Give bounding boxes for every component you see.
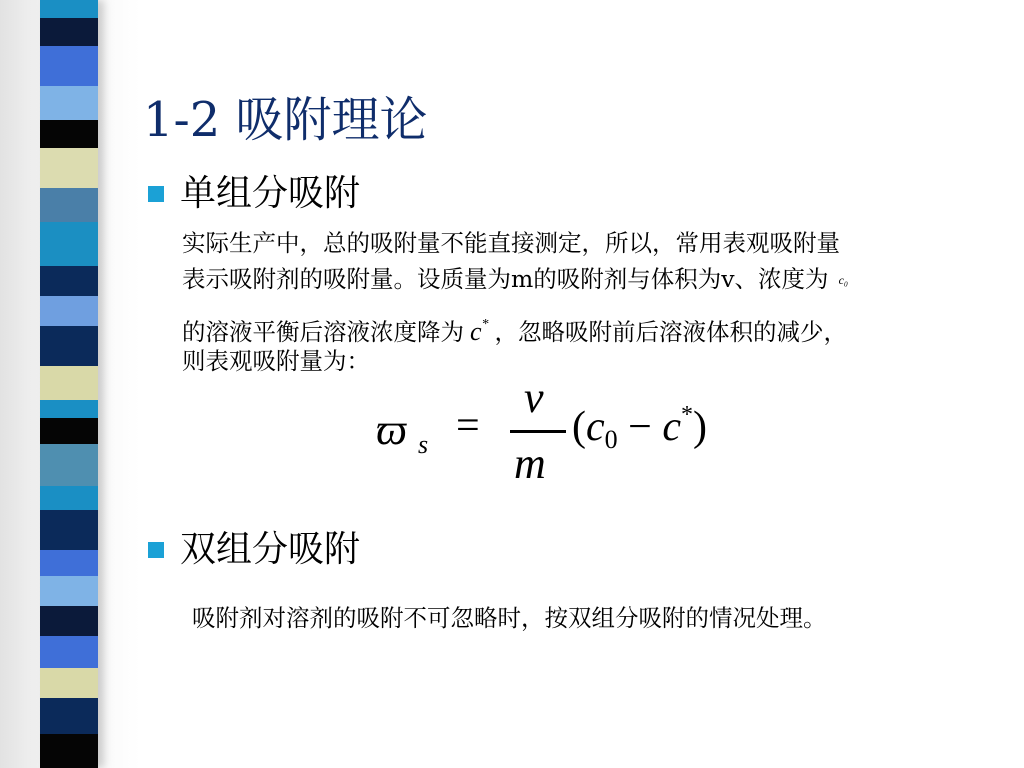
formula-c0-sub: 0 (604, 425, 618, 454)
paragraph-two-component: 吸附剂对溶剂的吸附不可忽略时，按双组分吸附的情况处理。 (192, 604, 827, 632)
slide-title: 1-2 吸附理论 (143, 92, 428, 148)
formula-c-sup: * (681, 402, 693, 428)
strip-block (40, 222, 98, 266)
strip-block (40, 120, 98, 148)
formula-lhs: ϖ (376, 405, 408, 454)
strip-block (40, 418, 98, 444)
bullet-heading: 双组分吸附 (180, 529, 361, 570)
para-line-3-tail: ，忽略吸附前后溶液体积的减少， (494, 318, 848, 346)
strip-block (40, 734, 98, 768)
strip-block (40, 296, 98, 326)
para-line-2 (182, 261, 1002, 297)
formula-numerator: v (524, 373, 544, 422)
strip-block (40, 636, 98, 668)
para-line-2-text: 表示吸附剂的吸附量。设质量为m的吸附剂与体积为v、浓度为 (182, 265, 829, 293)
para-line-1: 实际生产中，总的吸附量不能直接测定，所以，常用表观吸附量 (182, 229, 840, 257)
strip-block (40, 0, 98, 18)
formula-minus: − (617, 404, 663, 450)
square-bullet-icon (148, 186, 164, 202)
formula-denominator: m (514, 439, 546, 488)
strip-block (40, 668, 98, 698)
symbol-c0: c₀ (838, 273, 849, 287)
paren-open: ( (572, 404, 586, 450)
apparent-adsorption-formula (372, 373, 802, 488)
para-line-4: 则表观吸附量为： (182, 347, 370, 375)
para-line-3-text: 的溶液平衡后溶液浓度降为 (182, 318, 464, 346)
strip-block (40, 18, 98, 46)
strip-block (40, 326, 98, 366)
formula-c: c (662, 404, 681, 450)
symbol-c-base: c (470, 317, 482, 346)
bullet-heading: 单组分吸附 (180, 173, 361, 214)
strip-block (40, 148, 98, 188)
paren-close: ) (693, 404, 707, 450)
strip-block (40, 510, 98, 550)
fraction-bar (510, 430, 566, 433)
strip-block (40, 86, 98, 120)
para-line-3 (182, 307, 1002, 346)
bullet-two-component (148, 528, 360, 572)
formula-equals: = (456, 403, 480, 449)
formula-rhs (572, 402, 707, 455)
decorative-strip (40, 0, 98, 768)
formula-c0: c (586, 404, 605, 450)
symbol-star: * (481, 317, 489, 332)
strip-block (40, 486, 98, 510)
strip-block (40, 698, 98, 734)
strip-block (40, 400, 98, 418)
bullet-single-component (148, 172, 360, 216)
strip-block (40, 550, 98, 576)
formula-lhs-sub: s (418, 430, 429, 459)
strip-block (40, 366, 98, 400)
strip-block (40, 266, 98, 296)
symbol-c-star (464, 317, 495, 346)
strip-block (40, 46, 98, 86)
strip-block (40, 188, 98, 222)
strip-block (40, 444, 98, 486)
square-bullet-icon (148, 542, 164, 558)
strip-block (40, 576, 98, 606)
paragraph-single-component (182, 225, 1002, 379)
strip-block (40, 606, 98, 636)
